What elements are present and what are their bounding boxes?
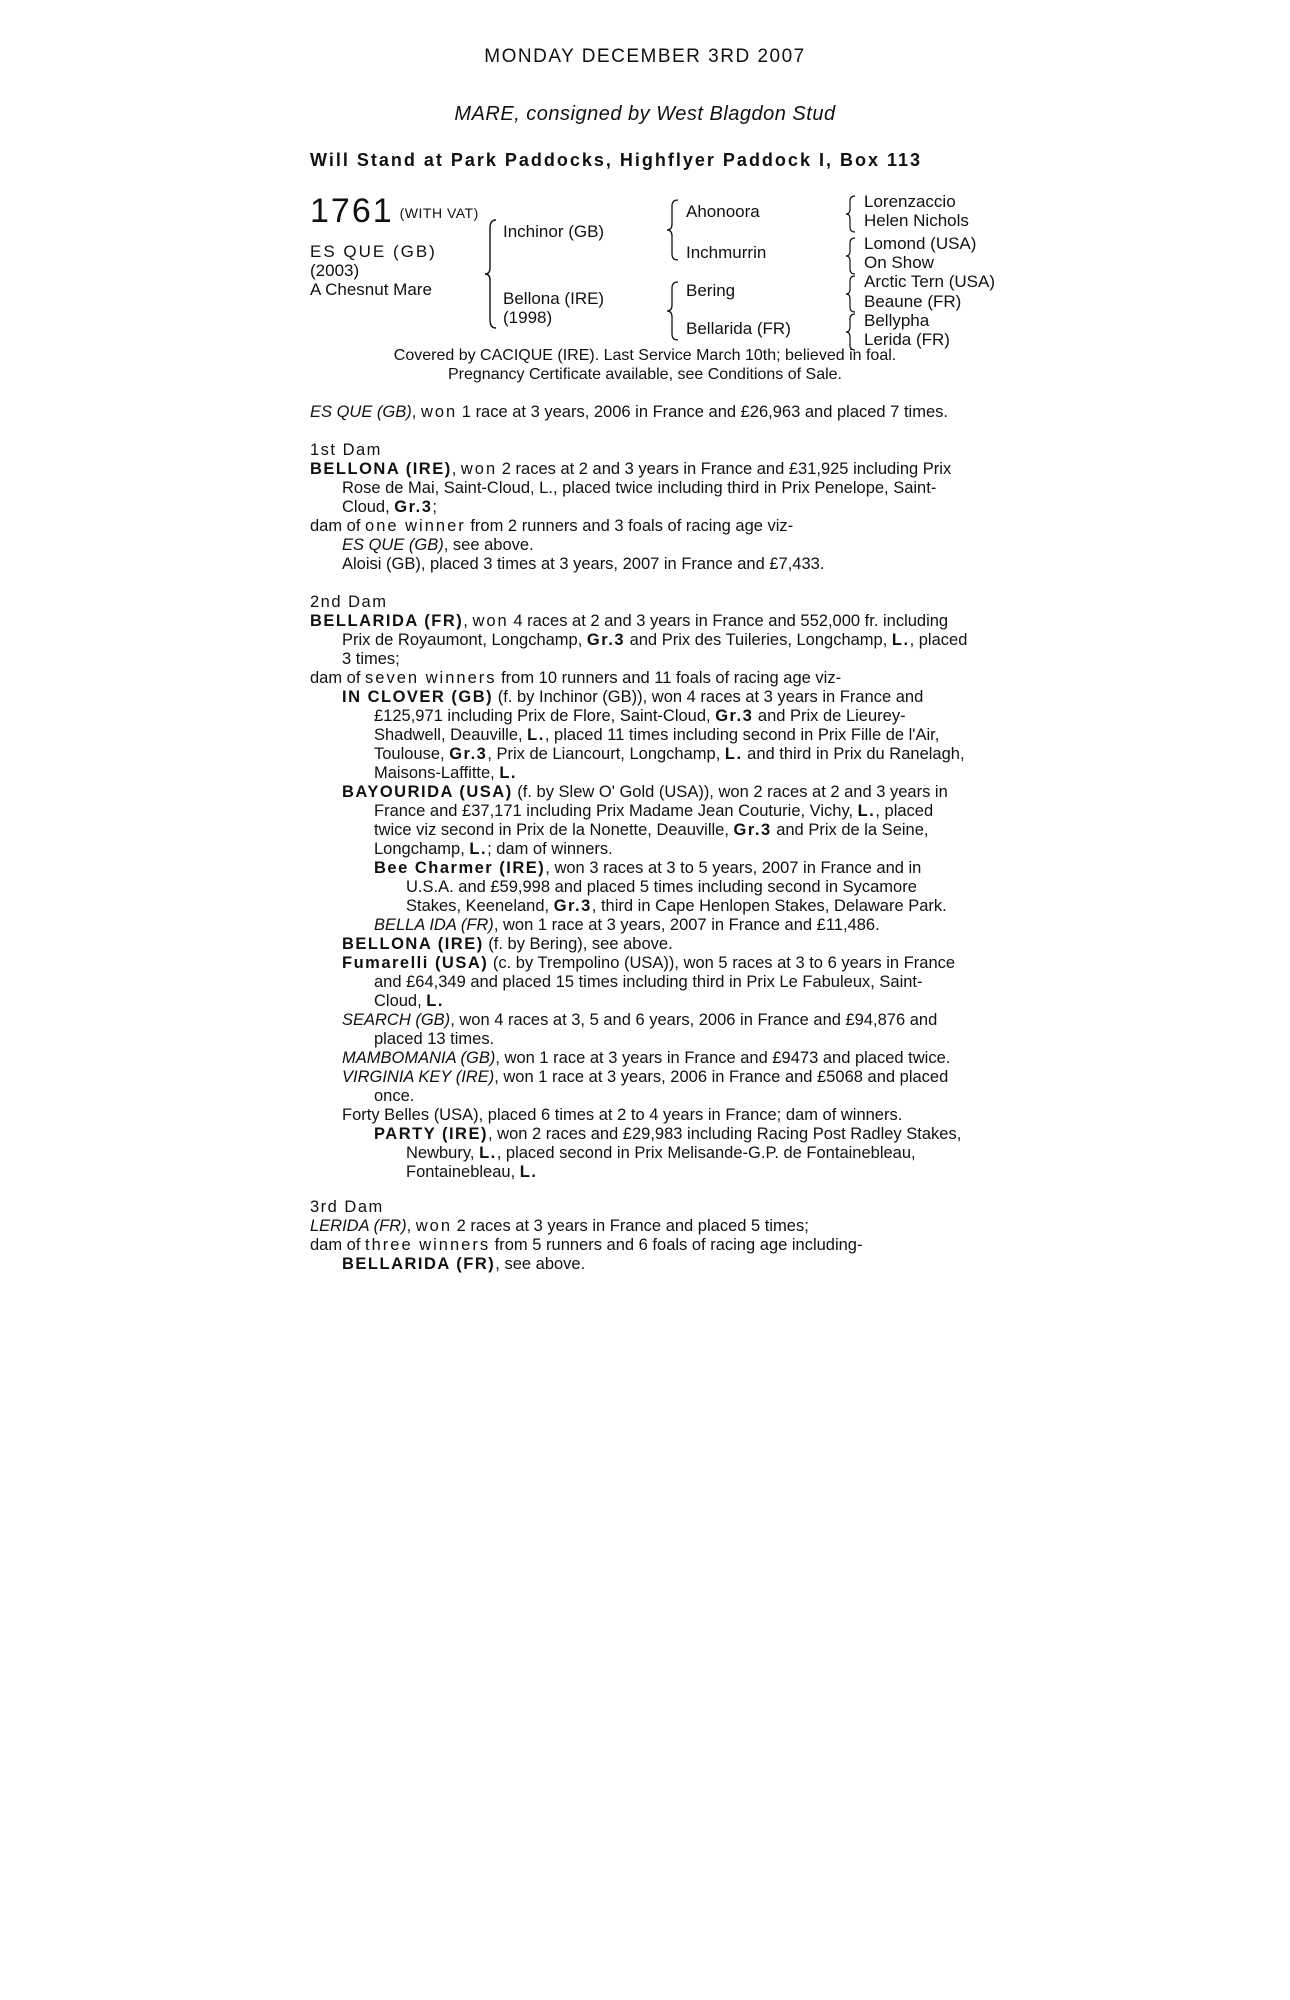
progeny-bellarida: BELLARIDA (FR) [342,1255,496,1273]
bayourida-line-2c: , placed [875,802,934,820]
first-dam-line-3-end: ; [432,498,437,516]
party-line-1: , won 2 races and £29,983 including Racing Post Radley Stakes, [487,1125,962,1143]
second-dam-grade: Gr.3 [586,631,625,649]
in-clover-line-4b: Gr.3 [449,745,488,763]
second-dam-dam-of: dam of [310,669,366,687]
pedigree-sire-sire: Ahonoora [686,202,760,221]
bayourida-line-4c: ; dam of winners. [487,840,613,858]
progeny-bayourida: BAYOURIDA (USA) [342,783,513,801]
party-line-2c: , placed second in Prix Melisande-G.P. de Fontainebleau, [496,1144,916,1162]
pedigree-dss: Arctic Tern (USA) [864,272,995,291]
in-clover-line-5a: Maisons-Laffitte, [374,764,500,782]
second-dam-line-2e: , placed [909,631,968,649]
bee-charmer-line-2: U.S.A. and £59,998 and placed 5 times including second in Sycamore [406,878,917,896]
pedigree-sire: Inchinor (GB) [503,222,605,241]
virginia-key-line-2: once. [374,1087,415,1105]
record-detail: 1 race at 3 years, 2006 in France and £26,963 and placed 7 times. [457,403,948,421]
pedigree-dam-sire: Bering [686,281,736,300]
pedigree-brace-ss [845,194,859,234]
first-dam-runners: from 2 runners and 3 foals of racing age viz- [465,517,794,535]
in-clover-line-4d: L. [724,745,743,763]
lot-number: 1761 [310,192,394,230]
pedigree-dam-dam: Bellarida (FR) [686,319,791,338]
bayourida-line-4b: L. [469,840,488,858]
second-dam-won: won [472,612,509,630]
record-horse-name: ES QUE (GB) [310,403,412,421]
pedigree-ssd: Helen Nichols [864,211,969,230]
progeny-mambomania: MAMBOMANIA (GB) [342,1049,496,1067]
party-line-3b: L. [519,1163,538,1181]
second-dam-line-2a: Prix de Royaumont, Longchamp, [342,631,587,649]
bellona-detail: (f. by Bering), see above. [483,935,673,953]
second-dam-line-1: 4 races at 2 and 3 years in France and 552,000 fr. including [508,612,949,630]
covered-line-1: Covered by CACIQUE (IRE). Last Service March 10th; believed in foal. [393,347,897,364]
bayourida-line-4a: Longchamp, [374,840,470,858]
fumarelli-line-2: and £64,349 and placed 15 times including third in Prix Le Fabuleux, Saint- [374,973,923,991]
second-dam-section: 2nd Dam BELLARIDA (FR), won 4 races at 2 and 3 years in France and 552,000 fr. including Prix de Royaumont, Longchamp, Gr.3 and Prix des Tuileries, Longchamp, L., placed 3 times; dam of seven winners from 10 runners and 11 foals of racing age viz- IN CLOVER (GB) (f. by Inchinor (GB)), won 4 races at 3 years in France and £125,971 including Prix de Flore, Saint-Cloud, Gr.3 and Prix de Lieurey- Shadwell, Deauville, L., placed 11 times including second in Prix Fille de l'Air, Toulouse, Gr.3, Prix de Liancourt, Longchamp, L. and third in Prix du Ranelagh, Maisons-Laffitte, L. BAYOURIDA (USA) (f. by Slew O' Gold (USA)), won 2 races at 2 and 3 years in France and £37,171 including Prix Madame Jean Couturie, Vichy, L., placed twice viz second in Prix de la Nonette, Deauville, Gr.3 and Prix de la Seine, Longchamp, L.; dam of winners. Bee Charmer (IRE), won 3 races at 3 to 5 years, 2007 in France and in U.S.A. and £59,998 and placed 5 times including second in Sycamore Stakes, Keeneland, Gr.3, third in Cape Henlopen Stakes, Delaware Park. BELLA IDA (FR), won 1 race at 3 years, 2007 in France and £11,486. BELLONA (IRE) (f. by Bering), see above. Fumarelli (USA) (c. by Trempolino (USA)), won 5 races at 3 to 6 years in France and £64,349 and placed 15 times including third in Prix Le Fabuleux, Saint- Cloud, L. SEARCH (GB), won 4 races at 3, 5 and 6 years, 2006 in France and £94,876 and placed 13 times. MAMBOMANIA (GB), won 1 race at 3 years in France and £9473 and placed twice. VIRGINIA KEY (IRE), won 1 race at 3 years, 2006 in France and £5068 and placed once. Forty Belles (USA), placed 6 times at 2 to 4 years in France; dam of winners. PARTY (IRE), won 2 races and £29,983 including Racing Post Radley Stakes, Newbury, L., placed second in Prix Melisande-G.P. de Fontainebleau, Fontainebleau, L. [310,593,986,1182]
pedigree-dam [503,289,604,327]
fumarelli-line-3a: Cloud, [374,992,427,1010]
in-clover-line-4a: Toulouse, [374,745,450,763]
progeny-bellona: BELLONA (IRE) [342,935,484,953]
first-dam-line-3: Cloud, [342,498,395,516]
bayourida-line-2a: France and £37,171 including Prix Madame Jean Couturie, Vichy, [374,802,858,820]
bayourida-line-3a: twice viz second in Prix de la Nonette, Deauville, [374,821,734,839]
progeny-search: SEARCH (GB) [342,1011,451,1029]
fumarelli-line-3b: L. [426,992,444,1010]
pedigree-brace-dam [666,280,684,342]
third-dam-winners: three winners [365,1236,491,1254]
party-line-2a: Newbury, [406,1144,480,1162]
bellarida-detail: , see above. [495,1255,586,1273]
third-dam-line-1: 2 races at 3 years in France and placed 5 times; [452,1217,809,1235]
in-clover-line-3a: Shadwell, Deauville, [374,726,528,744]
progeny-es-que: ES QUE (GB) [342,536,444,554]
third-dam-section: 3rd Dam LERIDA (FR), won 2 races at 3 years in France and placed 5 times; dam of three winners from 5 runners and 6 foals of racing age including- BELLARIDA (FR), see above. [310,1198,986,1274]
progeny-in-clover: IN CLOVER (GB) [342,688,494,706]
progeny-in-clover-line-1: (f. by Inchinor (GB)), won 4 races at 3 years in France and [493,688,924,706]
third-dam-heading: 3rd Dam [310,1198,384,1216]
pedigree-sdd: On Show [864,253,934,272]
search-line-2: placed 13 times. [374,1030,495,1048]
pedigree-sss: Lorenzaccio [864,192,956,211]
second-dam-heading: 2nd Dam [310,593,388,611]
first-dam-heading: 1st Dam [310,441,382,459]
bee-charmer-line-3a: Stakes, Keeneland, [406,897,554,915]
in-clover-line-3c: , placed 11 times including second in Prix Fille de l'Air, [544,726,940,744]
third-dam-dam-of: dam of [310,1236,366,1254]
pedigree-sire-dam: Inchmurrin [686,243,767,262]
progeny-virginia-key: VIRGINIA KEY (IRE) [342,1068,495,1086]
search-line-1: , won 4 races at 3, 5 and 6 years, 2006 in France and £94,876 and [450,1011,938,1029]
progeny-es-que-detail: , see above. [443,536,534,554]
pedigree-dsd: Beaune (FR) [864,292,962,311]
progeny-bella-ida: BELLA IDA (FR) [374,916,494,934]
sale-date: MONDAY DECEMBER 3RD 2007 [484,46,806,67]
pedigree-brace-main [484,218,504,330]
progeny-party: PARTY (IRE) [374,1125,488,1143]
in-clover-line-3b: L. [527,726,545,744]
third-dam-won: won [415,1217,453,1235]
bayourida-line-1: (f. by Slew O' Gold (USA)), won 2 races at 2 and 3 years in [512,783,948,801]
horse-year: (2003) [310,261,360,280]
fumarelli-line-1: (c. by Trempolino (USA)), won 5 races at 3 to 6 years in France [488,954,956,972]
first-dam-dam-of: dam of [310,517,366,535]
progeny-bee-charmer: Bee Charmer (IRE) [374,859,546,877]
pedigree-dds: Bellypha [864,311,930,330]
covered-line-2: Pregnancy Certificate available, see Conditions of Sale. [448,366,842,383]
second-dam-runners: from 10 runners and 11 foals of racing age viz- [496,669,842,687]
bella-ida-detail: , won 1 race at 3 years, 2007 in France and £11,486. [493,916,880,934]
in-clover-line-2b: Gr.3 [715,707,754,725]
party-line-2b: L. [479,1144,497,1162]
third-dam-runners: from 5 runners and 6 foals of racing age including- [490,1236,863,1254]
progeny-forty-belles: Forty Belles (USA), placed 6 times at 2 to 4 years in France; dam of winners. [342,1106,903,1124]
in-clover-line-5b: L. [499,764,518,782]
party-line-3a: Fontainebleau, [406,1163,520,1181]
progeny-aloisi: Aloisi (GB), placed 3 times at 3 years, 2007 in France and £7,433. [342,555,825,573]
pedigree-dam-name: Bellona (IRE) [503,289,605,308]
second-dam-name: BELLARIDA (FR) [310,612,464,630]
standing-location: Will Stand at Park Paddocks, Highflyer Paddock I, Box 113 [310,150,922,170]
lot-number-line [310,192,479,231]
first-dam-grade: Gr.3 [394,498,433,516]
bee-charmer-line-1: , won 3 races at 3 to 5 years, 2007 in France and in [545,859,922,877]
horse-record: ES QUE (GB), won 1 race at 3 years, 2006 in France and £26,963 and placed 7 times. [310,403,948,421]
bee-charmer-line-3b: Gr.3 [553,897,592,915]
second-dam-line-3: 3 times; [342,650,400,668]
horse-description: A Chesnut Mare [310,280,432,299]
pedigree-brace-sire [666,198,684,262]
bayourida-line-3b: Gr.3 [733,821,772,839]
third-dam-name: LERIDA (FR) [310,1217,407,1235]
in-clover-line-2c: and Prix de Lieurey- [753,707,906,725]
first-dam-won: won [460,460,498,478]
progeny-fumarelli: Fumarelli (USA) [342,954,489,972]
first-dam-line-2: Rose de Mai, Saint-Cloud, L., placed twice including third in Prix Penelope, Saint- [342,479,937,497]
second-dam-winners: seven winners [365,669,497,687]
horse-name: ES QUE (GB) [310,242,437,261]
second-dam-listed: L. [891,631,910,649]
pedigree-brace-ds [845,274,859,314]
first-dam-name: BELLONA (IRE) [310,460,452,478]
first-dam-line-1: 2 races at 2 and 3 years in France and £31,925 including Prix [497,460,952,478]
mambomania-detail: , won 1 race at 3 years in France and £9473 and placed twice. [495,1049,951,1067]
in-clover-line-4c: , Prix de Liancourt, Longchamp, [487,745,725,763]
first-dam-winners: one winner [365,517,466,535]
lot-vat: (WITH VAT) [399,205,479,221]
virginia-key-line-1: , won 1 race at 3 years, 2006 in France and £5068 and placed [494,1068,949,1086]
horse-identity [310,242,437,299]
bayourida-line-3c: and Prix de la Seine, [771,821,929,839]
covered-notice [300,346,990,384]
bayourida-line-2b: L. [857,802,876,820]
pedigree-brace-sd [845,236,859,276]
pedigree-ddd: Lerida (FR) [864,330,950,349]
first-dam-section: 1st Dam BELLONA (IRE), won 2 races at 2 and 3 years in France and £31,925 including Prix Rose de Mai, Saint-Cloud, L., placed twice including third in Prix Penelope, Saint- Cloud, Gr.3; dam of one winner from 2 runners and 3 foals of racing age viz- ES QUE (GB), see above. Aloisi (GB), placed 3 times at 3 years, 2007 in France and £7,433. [310,441,986,574]
bee-charmer-line-3c: , third in Cape Henlopen Stakes, Delaware Park. [591,897,947,915]
consignment-line: MARE, consigned by West Blagdon Stud [454,103,836,125]
second-dam-line-2c: and Prix des Tuileries, Longchamp, [625,631,892,649]
pedigree-sds: Lomond (USA) [864,234,977,253]
record-won: won [420,403,458,421]
pedigree-dam-year: (1998) [503,308,553,327]
in-clover-line-4e: and third in Prix du Ranelagh, [742,745,965,763]
in-clover-line-2a: £125,971 including Prix de Flore, Saint-Cloud, [374,707,716,725]
